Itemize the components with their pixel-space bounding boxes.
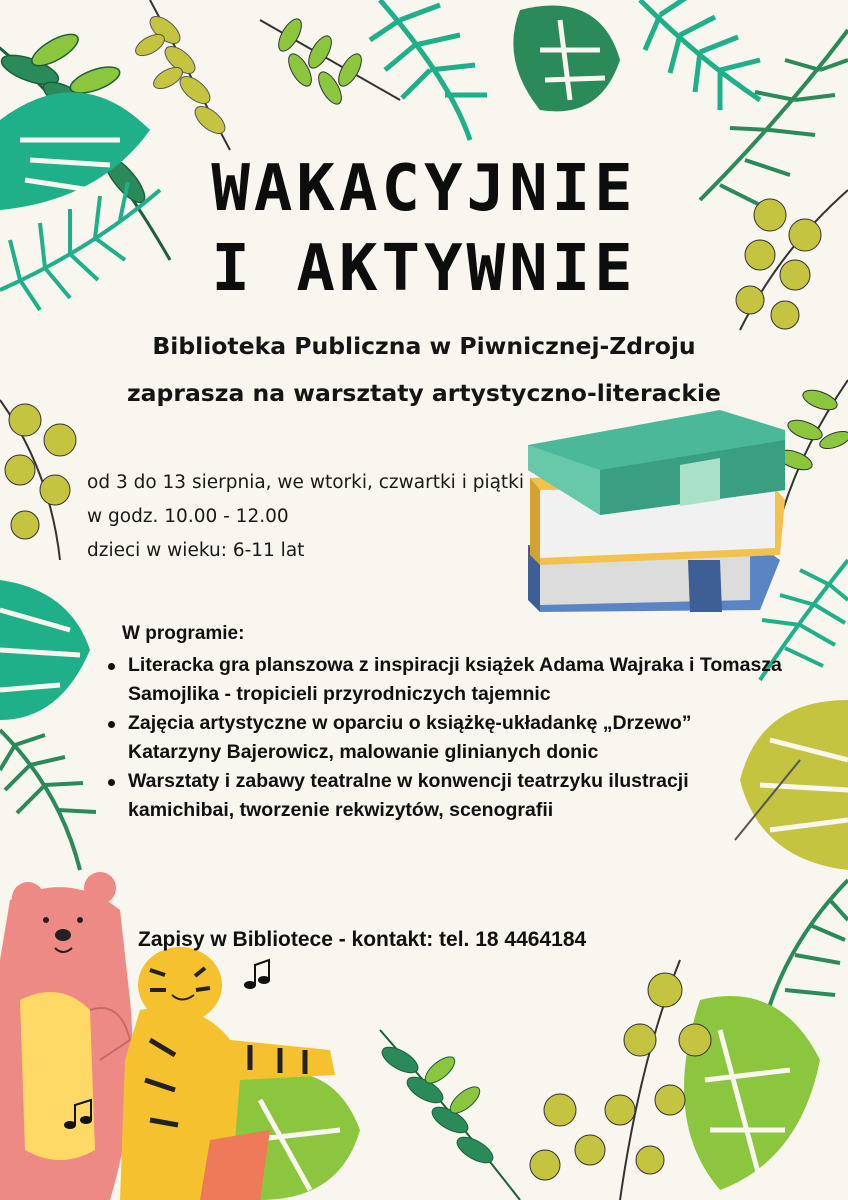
program-list [104,651,784,825]
bear-illustration-icon [0,872,133,1200]
program-item: Literacka gra planszowa z inspiracji książek Adama Wajraka i Tomasza Samojlika - tropicieli przyrodniczych tajemnic [104,651,784,709]
info-hours: w godz. 10.00 - 12.00 [87,506,289,527]
palm-top-right-icon [640,0,760,110]
contact-info: Zapisy w Bibliotece - kontakt: tel. 18 4464184 [138,928,587,951]
palm-left-lower-icon [0,730,96,870]
monstera-top-center-icon [513,6,620,112]
program-item: Warsztaty i zabawy teatralne w konwencji teatrzyku ilustracji kamichibai, tworzenie rekwizytów, scenografii [104,767,784,825]
info-age: dzieci w wieku: 6-11 lat [87,540,305,561]
palm-top-center-icon [370,0,487,140]
subtitle-library: Biblioteka Publiczna w Piwnicznej-Zdroju [152,332,696,360]
info-dates: od 3 do 13 sierpnia, we wtorki, czwartki i piątki [87,472,525,493]
book-stack-icon [528,410,785,612]
program-item: Zajęcia artystyczne w oparciu o książkę-układankę „Drzewo” Katarzyny Bajerowicz, malowanie glinianych donic [104,709,784,767]
monstera-left-icon [0,580,90,720]
program-heading: W programie: [122,623,245,644]
page-title-line-2: I AKTYWNIE [211,232,637,306]
subtitle-invitation: zaprasza na warsztaty artystyczno-literackie [127,379,721,407]
page-title-line-1: WAKACYJNIE [211,152,637,226]
round-leaves-left-icon [0,400,76,560]
fern-bottom-center-icon [378,1030,520,1200]
round-leaves-bottom-center-icon [530,1094,605,1180]
fern-top-mid-icon [260,15,400,107]
monstera-bottom-right-icon [684,996,820,1190]
